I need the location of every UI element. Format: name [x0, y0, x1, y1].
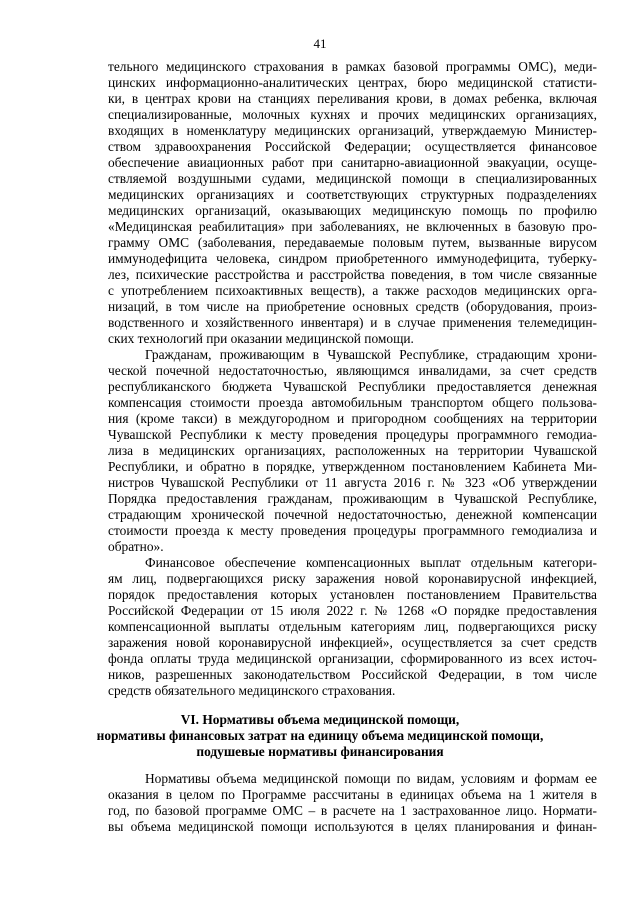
text-line: Финансовое обеспечение компенсационных выплат отдельным категори- — [145, 555, 597, 570]
text-line: Гражданам, проживающим в Чувашской Республике, страдающим хрони- — [145, 347, 597, 362]
text-line: ских технологий при оказании медицинской помощи. — [108, 331, 414, 346]
text-line: вы объема медицинской помощи используются в целях планирования и финан- — [108, 819, 597, 834]
text-line: ческой почечной недостаточностью, являющимся инвалидами, за счет средств — [108, 363, 597, 378]
text-line: тельного медицинского страхования в рамках базовой программы ОМС), меди- — [108, 59, 597, 74]
text-line: республиканского бюджета Чувашской Республики предоставляется денежная — [108, 379, 597, 394]
text-line: «Медицинская реабилитация» при заболеваниях, не включенных в базовую про- — [108, 219, 597, 234]
text-line: лиза в медицинских организациях, расположенных на территории Чувашской — [108, 443, 597, 458]
text-line: компенсационной выплаты отдельным категориям лиц, подвергающихся риску — [108, 619, 597, 634]
page-number: 41 — [313, 36, 327, 51]
text-line: заражения новой коронавирусной инфекцией», осуществляется за счет средств — [108, 635, 597, 650]
text-line: цинских информационно-аналитических центрах, бюро медицинской статисти- — [108, 75, 597, 90]
text-line: компенсация стоимости проезда автомобильным транспортом общего пользова- — [108, 395, 597, 410]
text-line: низаций, в том числе на приобретение основных средств (оборудования, произ- — [108, 299, 597, 314]
text-line: обеспечение авиационных работ при санитарно-авиационной эвакуации, осуще- — [108, 155, 597, 170]
text-line: год, по базовой программе ОМС – в расчете на 1 застрахованное лицо. Нормати- — [108, 803, 597, 818]
text-line: страдающим хронической почечной недостаточностью, денежной компенсации — [108, 507, 597, 522]
text-line: стоимости проезда к месту проведения процедуры программного гемодиализа и — [108, 523, 597, 538]
text-line: водственного и хозяйственного инвентаря) и в случае применения телемедицин- — [108, 315, 597, 330]
text-line: ников, разрешенных законодательством Российской Федерации, в том числе — [108, 667, 597, 682]
text-line: обратно». — [108, 539, 164, 554]
text-line: порядок предоставления которых установлен постановлением Правительства — [108, 587, 597, 602]
text-line: Нормативы объема медицинской помощи по видам, условиям и формам ее — [145, 771, 597, 786]
text-line: средств обязательного медицинского страхования. — [108, 683, 396, 698]
text-line: фонда оплаты труда медицинской организации, сформированного из всех источ- — [108, 651, 597, 666]
text-line: грамму ОМС (заболевания, передаваемые половым путем, вызванные вирусом — [108, 235, 597, 250]
text-line: ям лиц, подвергающихся риску заражения новой коронавирусной инфекцией, — [108, 571, 597, 586]
text-line: медицинских организациях и соответствующих структурных подразделениях — [108, 187, 597, 202]
text-line: ствляемой воздушными судами, медицинской помощи в специализированных — [108, 171, 597, 186]
text-line: специализированные, молочных кухнях и прочих медицинских организациях, — [108, 107, 597, 122]
heading-line: нормативы финансовых затрат на единицу объема медицинской помощи, — [96, 728, 544, 743]
text-line: Российской Федерации от 15 июля 2022 г. № 1268 «О порядке предоставления — [108, 603, 597, 618]
text-line: ки, в центрах крови на станциях переливания крови, в домах ребенка, включая — [108, 91, 597, 106]
text-line: медицинских организаций, оказывающих медицинскую помощь по профилю — [108, 203, 597, 218]
text-line: оказания в целом по Программе рассчитаны в единицах объема на 1 жителя в — [108, 787, 597, 802]
text-line: ством здравоохранения Российской Федерации; осуществляется финансовое — [108, 139, 597, 154]
text-line: Порядка предоставления гражданам, проживающим в Чувашской Республике, — [108, 491, 597, 506]
text-line: Республики, и обратно в порядке, утвержденном постановлением Кабинета Ми- — [108, 459, 597, 474]
text-line: ния (кроме такси) в междугородном и пригородном сообщениях на территории — [108, 411, 597, 426]
text-line: иммунодефицита человека, синдром приобретенного иммунодефицита, туберку- — [108, 251, 597, 266]
text-line: лез, психические расстройства и расстройства поведения, в том числе связанные — [108, 267, 597, 282]
text-line: входящих в номенклатуру медицинских организаций, утверждаемую Министер- — [108, 123, 597, 138]
text-line: нистров Чувашской Республики от 11 августа 2016 г. № 323 «Об утверждении — [108, 475, 597, 490]
text-line: с употреблением психоактивных веществ), а также расходов медицинских орга- — [108, 283, 597, 298]
text-line: Чувашской Республики к месту проведения процедуры программного гемодиа- — [108, 427, 597, 442]
heading-line: VI. Нормативы объема медицинской помощи, — [180, 712, 460, 727]
heading-line: подушевые нормативы финансирования — [196, 744, 444, 759]
